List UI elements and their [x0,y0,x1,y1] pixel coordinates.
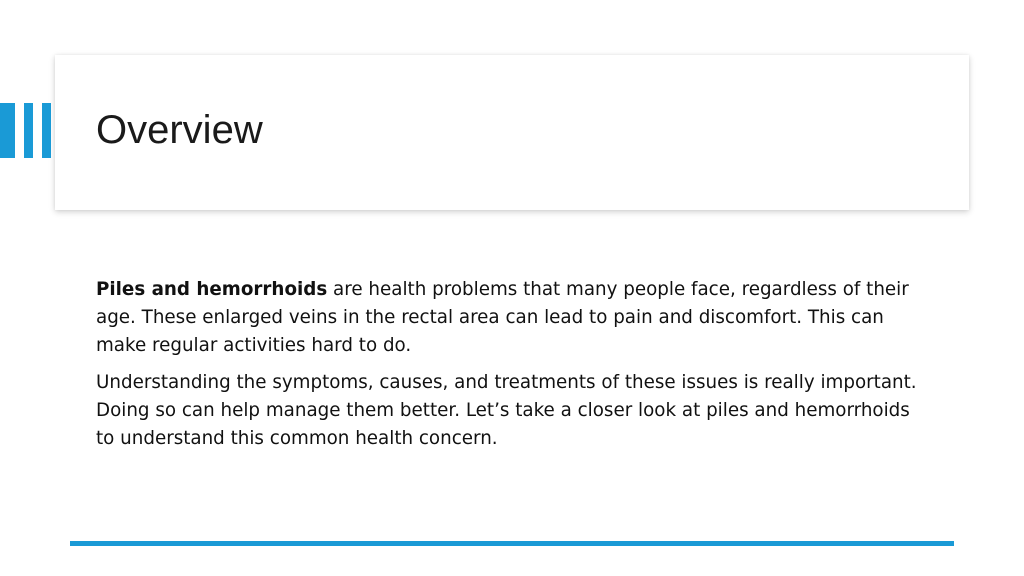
accent-bar-middle [24,103,33,158]
footer-line [70,541,954,546]
slide-title: Overview [96,108,263,152]
body-text [96,276,926,462]
paragraph-2 [96,369,926,453]
accent-bar-wide [0,103,15,158]
paragraph-2-text: Understanding the symptoms, causes, and treatments of these issues is really important. Doing so can help manage them better. Let’s take a closer look at piles and hemorrhoids to understand this common health concern. [96,372,917,449]
paragraph-1-text: are health problems that many people face, regardless of their age. These enlarged veins in the rectal area can lead to pain and discomfort. This can make regular activities hard to do. [96,279,909,356]
accent-bar-narrow [42,103,51,158]
paragraph-1-bold-lead: Piles and hemorrhoids [96,279,328,300]
paragraph-1 [96,276,926,360]
